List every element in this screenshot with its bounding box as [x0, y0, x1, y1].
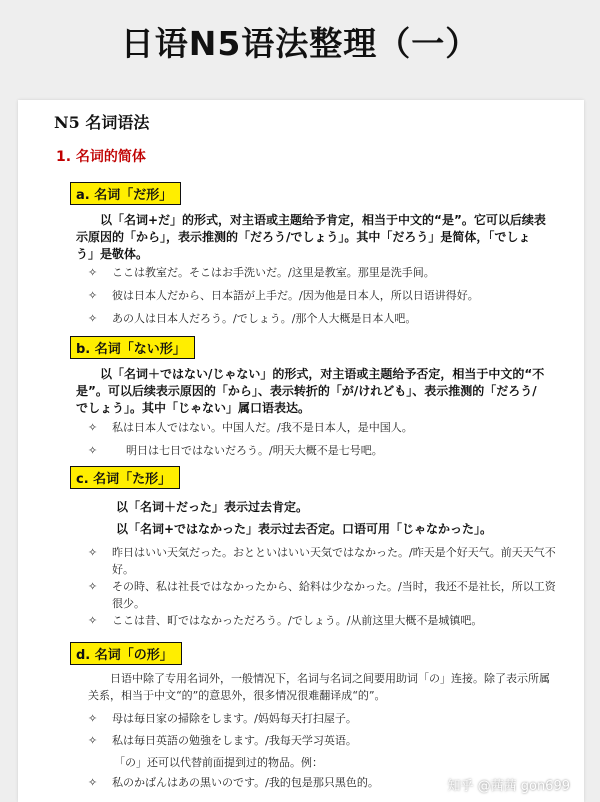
watermark: 知乎 @茜茜 gon699 [447, 779, 570, 794]
bullet-icon: ✧ [88, 546, 98, 559]
section-paragraph: 日语中除了专用名词外，一般情况下，名词与名词之间要用助词「の」连接。除了表示所属关系，相当于中文“的”的意思外，很多情况很难翻译成“的”。 [88, 672, 550, 702]
section-tag: c. 名词「た形」 [70, 466, 180, 489]
example-item [88, 578, 558, 612]
section-paragraph: 以「名词＋ではない/じゃない」的形式，对主语或主题给予否定，相当于中文的“不是”。可以后续表示原因的「から」、表示转折的「が/けれども」、表示推测的「だろう/でしょう」。其中「じゃない」属口语表达。 [76, 367, 545, 415]
bullet-icon: ✧ [88, 266, 98, 279]
section-paragraph: 以「名词+だ」的形式，对主语或主题给予肯定，相当于中文的“是”。它可以后续表示原因的「から」，表示推测的「だろう/でしょう」。其中「だろう」是简体，「でしょう」是敬体。 [76, 213, 546, 261]
example-item [88, 264, 558, 281]
document-page [18, 100, 584, 802]
example-item [88, 287, 558, 304]
bullet-icon: ✧ [88, 712, 98, 725]
section-tag: d. 名词「の形」 [70, 642, 182, 665]
section-line: 以「名词+ではなかった」表示过去否定。口语可用「じゃなかった」。 [116, 522, 493, 536]
example-item [88, 442, 558, 459]
example-item [88, 612, 558, 629]
example-text: その時、私は社長ではなかったから、給料は少なかった。/当时，我还不是社长，所以工资很少。 [112, 580, 556, 610]
section-line: 以「名词＋だった」表示过去肯定。 [116, 500, 309, 514]
example-text: 私は日本人ではない。中国人だ。/我不是日本人，是中国人。 [112, 421, 413, 434]
example-text: ここは教室だ。そこはお手洗いだ。/这里是教室。那里是洗手间。 [112, 266, 435, 279]
bullet-icon: ✧ [88, 734, 98, 747]
section-tag: a. 名词「だ形」 [70, 182, 181, 205]
bullet-icon: ✧ [88, 289, 98, 302]
page-title: 日语N5语法整理（一） [120, 24, 480, 63]
doc-subheading: 1. 名词的简体 [56, 149, 146, 165]
example-text: 私のかばんはあの黒いのです。/我的包是那只黑色的。 [112, 776, 379, 789]
bullet-icon: ✧ [88, 421, 98, 434]
example-item [88, 310, 558, 327]
example-item [88, 710, 558, 727]
example-text: 私は毎日英語の勉強をします。/我每天学习英语。 [112, 734, 357, 747]
example-text: あの人は日本人だろう。/でしょう。/那个人大概是日本人吧。 [112, 312, 417, 325]
bullet-icon: ✧ [88, 776, 98, 789]
example-text: 母は毎日家の掃除をします。/妈妈每天打扫屋子。 [112, 712, 357, 725]
example-text: ここは昔、町ではなかっただろう。/でしょう。/从前这里大概不是城镇吧。 [112, 614, 483, 627]
example-item [88, 544, 558, 578]
example-item [88, 732, 558, 749]
section-note: 「の」还可以代替前面提到过的物品。例： [114, 756, 323, 769]
example-text: 彼は日本人だから、日本語が上手だ。/因为他是日本人，所以日语讲得好。 [112, 289, 479, 302]
bullet-icon: ✧ [88, 614, 98, 627]
section-tag: b. 名词「ない形」 [70, 336, 195, 359]
example-item [88, 419, 558, 436]
doc-heading: N5 名词语法 [54, 113, 150, 132]
example-text: 明日は七日ではないだろう。/明天大概不是七号吧。 [126, 444, 383, 457]
bullet-icon: ✧ [88, 444, 98, 457]
bullet-icon: ✧ [88, 580, 98, 593]
bullet-icon: ✧ [88, 312, 98, 325]
example-text: 昨日はいい天気だった。おとといはいい天気ではなかった。/昨天是个好天气。前天天气不好。 [112, 546, 556, 576]
